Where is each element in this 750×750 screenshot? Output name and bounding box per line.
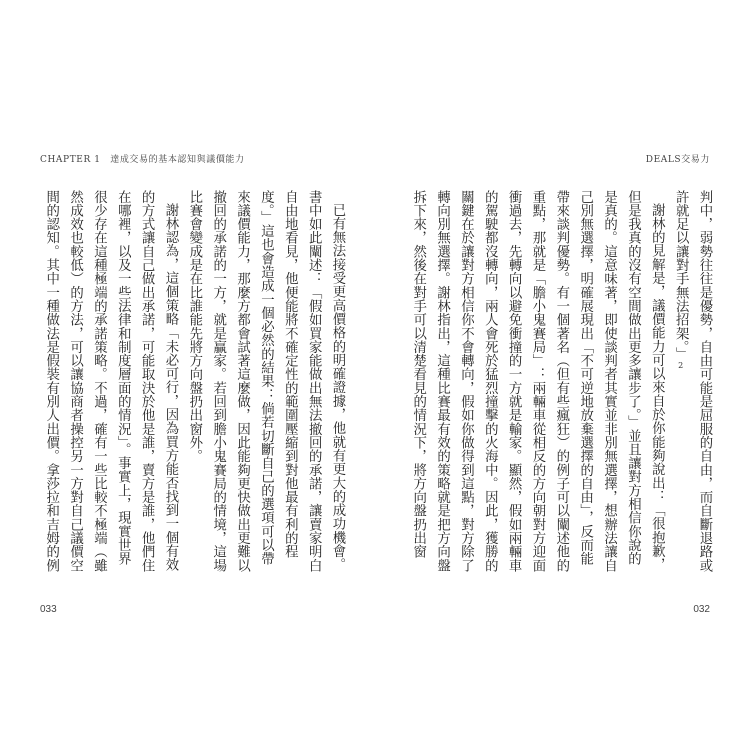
left-page-paragraph-1: 已有無法接受更高價格的明確證據，他就有更大的成功機會。書中如此闡述：「假如買家能做出無法撤回的承諾，讓賣家明白自由地看見，他便能將不確定性的範圍壓縮到對他最有利的程度。」這也會造成一個必然的結果：倘若切斷自己的選項可以帶來議價能力，那麼方都會試著這麼做，因此能夠更快做出更難以撤回的承諾的一方，就是贏家。若回到膽小鬼賽局的情境，這場比賽會變成是在比誰能先將方向盤扔出窗外。 — [186, 190, 345, 573]
left-page-number: 033 — [40, 604, 57, 615]
page-gutter — [374, 0, 375, 750]
footnote-mark: 2 — [676, 360, 686, 370]
left-page-body — [37, 190, 349, 575]
right-page-number: 032 — [693, 604, 710, 615]
right-page-body — [404, 190, 716, 575]
right-page-vertical-text — [404, 190, 716, 575]
left-page-paragraph-2: 謝林認為，這個策略「未必可行，因為買方能否找到一個有效的方式讓自己做出承諾，可能取決於他是誰，賣方是誰，他們住在哪裡，以及一些法律和制度層面的情況」。事實上，現實世界很少存在這種極端的承諾策略。不過，確有一些比較不極端（雖然成效也較低）的方法，可以讓協商者操控另一方對自己議價空間的認知。其中一種做法是假裝有別人出價。拿莎拉和吉姆的例 — [43, 190, 178, 573]
right-page-running-header: DEALS交易力 — [645, 155, 710, 165]
right-page-paragraph-2: 謝林的見解是，議價能力可以來自於你能夠說出：「很抱歉，但是我真的沒有空間做出更多讓步了。」並且讓對方相信你說的是真的。這意味著，即使談判者其實並非別無選擇，想辦法讓自己別無選擇，明確展現出「不可逆地放棄選擇的自由」，反而能帶來談判優勢。有一個著名（但有些瘋狂）的例子可以闡述他的重點，那就是「膽小鬼賽局」：兩輛車從相反的方向朝對方迎面衝過去，先轉向以避免衝撞的一方就是輸家。顯然，假如兩輛車的駕駛都沒轉向，兩人會死於猛烈撞擊的火海中。因此，獲勝的關鍵在於讓對方相信你不會轉向，假如你做得到這點，對方除了轉向別無選擇。謝林指出，這種比賽最有效的策略就是把方向盤拆下來，然後在對手可以清楚看見的情況下，將方向盤扔出窗 — [410, 190, 665, 573]
right-page-paragraph-1-text: 判中，弱勢往往是優勢，自由可能是屈服的自由，而自斷退路或許就足以讓對手無法招架。」 — [673, 190, 712, 573]
left-page-vertical-text — [37, 190, 349, 575]
right-page-paragraph-1 — [668, 190, 716, 575]
left-page-running-header: CHAPTER 1 達成交易的基本認知與議價能力 — [40, 155, 245, 165]
